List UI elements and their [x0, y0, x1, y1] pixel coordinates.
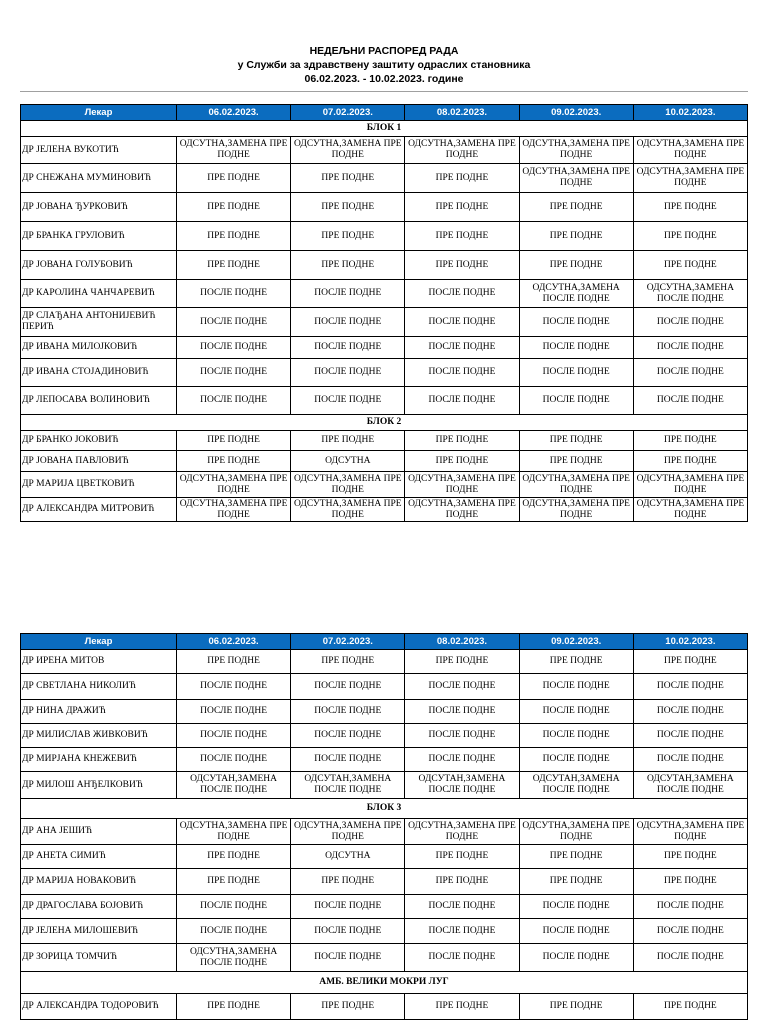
shift-cell: ПОСЛЕ ПОДНЕ	[519, 337, 633, 359]
table-row	[21, 472, 748, 498]
table-row	[21, 944, 748, 972]
shift-cell: ПОСЛЕ ПОДНЕ	[519, 724, 633, 748]
shift-cell: ОДСУТНА,ЗАМЕНА ПРЕ ПОДНЕ	[633, 498, 747, 522]
shift-cell: ПОСЛЕ ПОДНЕ	[405, 674, 519, 700]
shift-cell: ПРЕ ПОДНЕ	[519, 451, 633, 472]
table-row	[21, 772, 748, 799]
table-row	[21, 308, 748, 337]
doctor-name: ДР МАРИЈА НОВАКОВИЋ	[21, 869, 177, 895]
column-header-date: 06.02.2023.	[177, 634, 291, 650]
shift-cell: ПРЕ ПОДНЕ	[177, 994, 291, 1020]
table-row	[21, 895, 748, 919]
shift-cell: ПРЕ ПОДНЕ	[291, 431, 405, 451]
shift-cell: ПРЕ ПОДНЕ	[405, 222, 519, 251]
shift-cell: ПРЕ ПОДНЕ	[405, 431, 519, 451]
shift-cell: ПОСЛЕ ПОДНЕ	[177, 359, 291, 387]
doctor-name: ДР АЛЕКСАНДРА ТОДОРОВИЋ	[21, 994, 177, 1020]
shift-cell: ПРЕ ПОДНЕ	[291, 251, 405, 280]
shift-cell: ПРЕ ПОДНЕ	[519, 869, 633, 895]
document-title: НЕДЕЉНИ РАСПОРЕД РАДА	[309, 45, 459, 57]
shift-cell: ПОСЛЕ ПОДНЕ	[405, 919, 519, 944]
shift-cell: ПОСЛЕ ПОДНЕ	[177, 895, 291, 919]
shift-cell: ПОСЛЕ ПОДНЕ	[633, 895, 747, 919]
schedule-table-2	[20, 633, 748, 1020]
table-row	[21, 700, 748, 724]
shift-cell: ОДСУТАН,ЗАМЕНА ПОСЛЕ ПОДНЕ	[405, 772, 519, 799]
shift-cell: ПОСЛЕ ПОДНЕ	[519, 308, 633, 337]
shift-cell: ПОСЛЕ ПОДНЕ	[633, 674, 747, 700]
block-header-row	[21, 415, 748, 431]
column-header-doctor: Лекар	[21, 105, 177, 121]
table-row	[21, 498, 748, 522]
shift-cell: ОДСУТНА,ЗАМЕНА ПРЕ ПОДНЕ	[405, 498, 519, 522]
doctor-name: ДР ЈОВАНА ПАВЛОВИЋ	[21, 451, 177, 472]
table-row	[21, 431, 748, 451]
doctor-name: ДР ЈЕЛЕНА МИЛОШЕВИЋ	[21, 919, 177, 944]
shift-cell: ПРЕ ПОДНЕ	[177, 869, 291, 895]
shift-cell: ПРЕ ПОДНЕ	[177, 164, 291, 193]
doctor-name: ДР БРАНКА ГРУЛОВИЋ	[21, 222, 177, 251]
doctor-name: ДР ИВАНА СТОЈАДИНОВИЋ	[21, 359, 177, 387]
shift-cell: ПОСЛЕ ПОДНЕ	[633, 337, 747, 359]
block-header-row	[21, 972, 748, 994]
shift-cell: ПОСЛЕ ПОДНЕ	[633, 359, 747, 387]
schedule-table-1	[20, 104, 748, 522]
shift-cell: ПРЕ ПОДНЕ	[633, 994, 747, 1020]
column-header-date: 08.02.2023.	[405, 634, 519, 650]
header-row	[21, 634, 748, 650]
shift-cell: ПРЕ ПОДНЕ	[177, 845, 291, 869]
doctor-name: ДР ЈОВАНА ГОЛУБОВИЋ	[21, 251, 177, 280]
table-row	[21, 845, 748, 869]
shift-cell: ПРЕ ПОДНЕ	[633, 845, 747, 869]
shift-cell: ПОСЛЕ ПОДНЕ	[633, 944, 747, 972]
shift-cell: ПРЕ ПОДНЕ	[633, 650, 747, 674]
shift-cell: ПРЕ ПОДНЕ	[177, 451, 291, 472]
shift-cell: ПРЕ ПОДНЕ	[633, 193, 747, 222]
doctor-name: ДР ЈЕЛЕНА ВУКОТИЋ	[21, 137, 177, 164]
shift-cell: ПРЕ ПОДНЕ	[633, 451, 747, 472]
shift-cell: ПОСЛЕ ПОДНЕ	[519, 674, 633, 700]
shift-cell: ОДСУТНА,ЗАМЕНА ПРЕ ПОДНЕ	[633, 819, 747, 845]
shift-cell: ОДСУТАН,ЗАМЕНА ПОСЛЕ ПОДНЕ	[633, 772, 747, 799]
column-header-date: 07.02.2023.	[291, 634, 405, 650]
doctor-name: ДР МИРЈАНА КНЕЖЕВИЋ	[21, 748, 177, 772]
table-row	[21, 193, 748, 222]
shift-cell: ОДСУТАН,ЗАМЕНА ПОСЛЕ ПОДНЕ	[291, 772, 405, 799]
shift-cell: ОДСУТНА,ЗАМЕНА ПРЕ ПОДНЕ	[519, 137, 633, 164]
table-row	[21, 451, 748, 472]
doctor-name: ДР АНЕТА СИМИЋ	[21, 845, 177, 869]
shift-cell: ОДСУТНА,ЗАМЕНА ПРЕ ПОДНЕ	[177, 137, 291, 164]
block-label: БЛОК 3	[21, 799, 748, 819]
shift-cell: ПОСЛЕ ПОДНЕ	[291, 674, 405, 700]
shift-cell: ПОСЛЕ ПОДНЕ	[405, 944, 519, 972]
table-row	[21, 387, 748, 415]
table-row	[21, 251, 748, 280]
shift-cell: ОДСУТНА,ЗАМЕНА ПОСЛЕ ПОДНЕ	[519, 280, 633, 308]
shift-cell: ОДСУТНА,ЗАМЕНА ПРЕ ПОДНЕ	[633, 164, 747, 193]
shift-cell: ПОСЛЕ ПОДНЕ	[519, 919, 633, 944]
shift-cell: ПРЕ ПОДНЕ	[291, 650, 405, 674]
shift-cell: ОДСУТНА,ЗАМЕНА ПРЕ ПОДНЕ	[405, 819, 519, 845]
shift-cell: ПОСЛЕ ПОДНЕ	[291, 895, 405, 919]
shift-cell: ОДСУТНА,ЗАМЕНА ПРЕ ПОДНЕ	[177, 472, 291, 498]
shift-cell: ПОСЛЕ ПОДНЕ	[177, 308, 291, 337]
shift-cell: ПОСЛЕ ПОДНЕ	[519, 748, 633, 772]
table-row	[21, 994, 748, 1020]
block-label: БЛОК 2	[21, 415, 748, 431]
table-row	[21, 650, 748, 674]
shift-cell: ПРЕ ПОДНЕ	[519, 431, 633, 451]
shift-cell: ПРЕ ПОДНЕ	[177, 193, 291, 222]
shift-cell: ОДСУТАН,ЗАМЕНА ПОСЛЕ ПОДНЕ	[177, 772, 291, 799]
doctor-name: ДР БРАНКО ЈОКОВИЋ	[21, 431, 177, 451]
block-header-row	[21, 799, 748, 819]
column-header-date: 09.02.2023.	[519, 634, 633, 650]
doctor-name: ДР МИЛОШ АНЂЕЛКОВИЋ	[21, 772, 177, 799]
shift-cell: ОДСУТНА,ЗАМЕНА ПРЕ ПОДНЕ	[291, 472, 405, 498]
shift-cell: ПОСЛЕ ПОДНЕ	[177, 674, 291, 700]
shift-cell: ПРЕ ПОДНЕ	[405, 845, 519, 869]
doctor-name: ДР ЈОВАНА ЂУРКОВИЋ	[21, 193, 177, 222]
shift-cell: ПОСЛЕ ПОДНЕ	[291, 337, 405, 359]
block-header-row	[21, 121, 748, 137]
shift-cell: ПОСЛЕ ПОДНЕ	[405, 387, 519, 415]
shift-cell: ПРЕ ПОДНЕ	[519, 994, 633, 1020]
shift-cell: ПОСЛЕ ПОДНЕ	[291, 700, 405, 724]
shift-cell: ОДСУТНА,ЗАМЕНА ПРЕ ПОДНЕ	[405, 137, 519, 164]
shift-cell: ПОСЛЕ ПОДНЕ	[519, 944, 633, 972]
shift-cell: ПОСЛЕ ПОДНЕ	[405, 748, 519, 772]
doctor-name: ДР ИРЕНА МИТОВ	[21, 650, 177, 674]
table-row	[21, 674, 748, 700]
column-header-date: 06.02.2023.	[177, 105, 291, 121]
block-label: АМБ. ВЕЛИКИ МОКРИ ЛУГ	[21, 972, 748, 994]
doctor-name: ДР СНЕЖАНА МУМИНОВИЋ	[21, 164, 177, 193]
shift-cell: ОДСУТНА,ЗАМЕНА ПРЕ ПОДНЕ	[519, 819, 633, 845]
column-header-date: 10.02.2023.	[633, 634, 747, 650]
shift-cell: ОДСУТНА,ЗАМЕНА ПРЕ ПОДНЕ	[177, 498, 291, 522]
shift-cell: ОДСУТНА,ЗАМЕНА ПРЕ ПОДНЕ	[519, 472, 633, 498]
shift-cell: ПРЕ ПОДНЕ	[633, 251, 747, 280]
shift-cell: ПОСЛЕ ПОДНЕ	[177, 748, 291, 772]
table-row	[21, 359, 748, 387]
shift-cell: ПРЕ ПОДНЕ	[291, 994, 405, 1020]
shift-cell: ПОСЛЕ ПОДНЕ	[405, 337, 519, 359]
shift-cell: ОДСУТНА,ЗАМЕНА ПРЕ ПОДНЕ	[291, 498, 405, 522]
shift-cell: ПРЕ ПОДНЕ	[519, 193, 633, 222]
shift-cell: ПОСЛЕ ПОДНЕ	[177, 919, 291, 944]
date-range: 06.02.2023. - 10.02.2023. године	[304, 73, 464, 85]
doctor-name: ДР НИНА ДРАЖИЋ	[21, 700, 177, 724]
shift-cell: ОДСУТНА,ЗАМЕНА ПРЕ ПОДНЕ	[519, 498, 633, 522]
shift-cell: ОДСУТНА,ЗАМЕНА ПОСЛЕ ПОДНЕ	[177, 944, 291, 972]
shift-cell: ПРЕ ПОДНЕ	[519, 650, 633, 674]
shift-cell: ПРЕ ПОДНЕ	[291, 193, 405, 222]
header-row	[21, 105, 748, 121]
shift-cell: ПРЕ ПОДНЕ	[405, 451, 519, 472]
shift-cell: ПРЕ ПОДНЕ	[633, 431, 747, 451]
column-header-date: 10.02.2023.	[633, 105, 747, 121]
shift-cell: ПОСЛЕ ПОДНЕ	[291, 359, 405, 387]
shift-cell: ПОСЛЕ ПОДНЕ	[633, 724, 747, 748]
shift-cell: ПРЕ ПОДНЕ	[633, 222, 747, 251]
shift-cell: ПОСЛЕ ПОДНЕ	[519, 387, 633, 415]
table-row	[21, 280, 748, 308]
shift-cell: ПОСЛЕ ПОДНЕ	[291, 280, 405, 308]
shift-cell: ПРЕ ПОДНЕ	[177, 431, 291, 451]
shift-cell: ОДСУТНА	[291, 845, 405, 869]
shift-cell: ОДСУТНА,ЗАМЕНА ПРЕ ПОДНЕ	[291, 819, 405, 845]
doctor-name: ДР СВЕТЛАНА НИКОЛИЋ	[21, 674, 177, 700]
shift-cell: ПОСЛЕ ПОДНЕ	[291, 387, 405, 415]
shift-cell: ПРЕ ПОДНЕ	[405, 994, 519, 1020]
shift-cell: ПОСЛЕ ПОДНЕ	[633, 700, 747, 724]
shift-cell: ПОСЛЕ ПОДНЕ	[405, 895, 519, 919]
shift-cell: ОДСУТНА,ЗАМЕНА ПРЕ ПОДНЕ	[633, 472, 747, 498]
shift-cell: ПОСЛЕ ПОДНЕ	[291, 308, 405, 337]
shift-cell: ПОСЛЕ ПОДНЕ	[633, 748, 747, 772]
table-row	[21, 222, 748, 251]
shift-cell: ПРЕ ПОДНЕ	[177, 251, 291, 280]
document-subtitle: у Служби за здравствену заштиту одраслих становника	[237, 59, 531, 71]
doctor-name: ДР ДРАГОСЛАВА БОЈОВИЋ	[21, 895, 177, 919]
column-header-date: 07.02.2023.	[291, 105, 405, 121]
shift-cell: ПОСЛЕ ПОДНЕ	[405, 280, 519, 308]
doctor-name: ДР АНА ЈЕШИЋ	[21, 819, 177, 845]
shift-cell: ПРЕ ПОДНЕ	[405, 251, 519, 280]
shift-cell: ПОСЛЕ ПОДНЕ	[405, 359, 519, 387]
shift-cell: ПРЕ ПОДНЕ	[291, 222, 405, 251]
shift-cell: ОДСУТНА,ЗАМЕНА ПРЕ ПОДНЕ	[405, 472, 519, 498]
table-row	[21, 748, 748, 772]
shift-cell: ПОСЛЕ ПОДНЕ	[519, 895, 633, 919]
shift-cell: ПРЕ ПОДНЕ	[405, 164, 519, 193]
shift-cell: ОДСУТНА,ЗАМЕНА ПОСЛЕ ПОДНЕ	[633, 280, 747, 308]
doctor-name: ДР МИЛИСЛАВ ЖИВКОВИЋ	[21, 724, 177, 748]
shift-cell: ПРЕ ПОДНЕ	[177, 650, 291, 674]
shift-cell: ПРЕ ПОДНЕ	[291, 164, 405, 193]
doctor-name: ДР АЛЕКСАНДРА МИТРОВИЋ	[21, 498, 177, 522]
doctor-name: ДР ЛЕПОСАВА ВОЛИНОВИЋ	[21, 387, 177, 415]
column-header-date: 08.02.2023.	[405, 105, 519, 121]
table-row	[21, 137, 748, 164]
table-row	[21, 919, 748, 944]
shift-cell: ПРЕ ПОДНЕ	[519, 845, 633, 869]
shift-cell: ПОСЛЕ ПОДНЕ	[177, 387, 291, 415]
shift-cell: ПОСЛЕ ПОДНЕ	[291, 944, 405, 972]
shift-cell: ОДСУТАН,ЗАМЕНА ПОСЛЕ ПОДНЕ	[519, 772, 633, 799]
doctor-name: ДР СЛАЂАНА АНТОНИЈЕВИЋ ПЕРИЋ	[21, 308, 177, 337]
shift-cell: ПРЕ ПОДНЕ	[405, 869, 519, 895]
table-row	[21, 724, 748, 748]
doctor-name: ДР ИВАНА МИЛОЈКОВИЋ	[21, 337, 177, 359]
shift-cell: ПРЕ ПОДНЕ	[177, 222, 291, 251]
shift-cell: ПОСЛЕ ПОДНЕ	[405, 308, 519, 337]
table-row	[21, 869, 748, 895]
table-row	[21, 337, 748, 359]
shift-cell: ОДСУТНА,ЗАМЕНА ПРЕ ПОДНЕ	[177, 819, 291, 845]
doctor-name: ДР МАРИЈА ЦВЕТКОВИЋ	[21, 472, 177, 498]
block-label: БЛОК 1	[21, 121, 748, 137]
shift-cell: ПОСЛЕ ПОДНЕ	[519, 700, 633, 724]
shift-cell: ПОСЛЕ ПОДНЕ	[291, 919, 405, 944]
shift-cell: ПОСЛЕ ПОДНЕ	[177, 724, 291, 748]
shift-cell: ПОСЛЕ ПОДНЕ	[519, 359, 633, 387]
column-header-date: 09.02.2023.	[519, 105, 633, 121]
shift-cell: ПОСЛЕ ПОДНЕ	[633, 919, 747, 944]
shift-cell: ПРЕ ПОДНЕ	[519, 251, 633, 280]
shift-cell: ПОСЛЕ ПОДНЕ	[405, 700, 519, 724]
shift-cell: ПОСЛЕ ПОДНЕ	[291, 724, 405, 748]
shift-cell: ПРЕ ПОДНЕ	[519, 222, 633, 251]
shift-cell: ПОСЛЕ ПОДНЕ	[633, 387, 747, 415]
shift-cell: ОДСУТНА,ЗАМЕНА ПРЕ ПОДНЕ	[291, 137, 405, 164]
table-row	[21, 819, 748, 845]
column-header-doctor: Лекар	[21, 634, 177, 650]
shift-cell: ПОСЛЕ ПОДНЕ	[177, 337, 291, 359]
shift-cell: ПОСЛЕ ПОДНЕ	[291, 748, 405, 772]
shift-cell: ОДСУТНА,ЗАМЕНА ПРЕ ПОДНЕ	[519, 164, 633, 193]
shift-cell: ПРЕ ПОДНЕ	[405, 650, 519, 674]
doctor-name: ДР ЗОРИЦА ТОМЧИЋ	[21, 944, 177, 972]
shift-cell: ОДСУТНА	[291, 451, 405, 472]
shift-cell: ОДСУТНА,ЗАМЕНА ПРЕ ПОДНЕ	[633, 137, 747, 164]
shift-cell: ПОСЛЕ ПОДНЕ	[405, 724, 519, 748]
doctor-name: ДР КАРОЛИНА ЧАНЧАРЕВИЋ	[21, 280, 177, 308]
shift-cell: ПОСЛЕ ПОДНЕ	[177, 280, 291, 308]
divider	[20, 91, 748, 92]
shift-cell: ПОСЛЕ ПОДНЕ	[633, 308, 747, 337]
table-row	[21, 164, 748, 193]
shift-cell: ПРЕ ПОДНЕ	[405, 193, 519, 222]
shift-cell: ПРЕ ПОДНЕ	[633, 869, 747, 895]
shift-cell: ПОСЛЕ ПОДНЕ	[177, 700, 291, 724]
shift-cell: ПРЕ ПОДНЕ	[291, 869, 405, 895]
